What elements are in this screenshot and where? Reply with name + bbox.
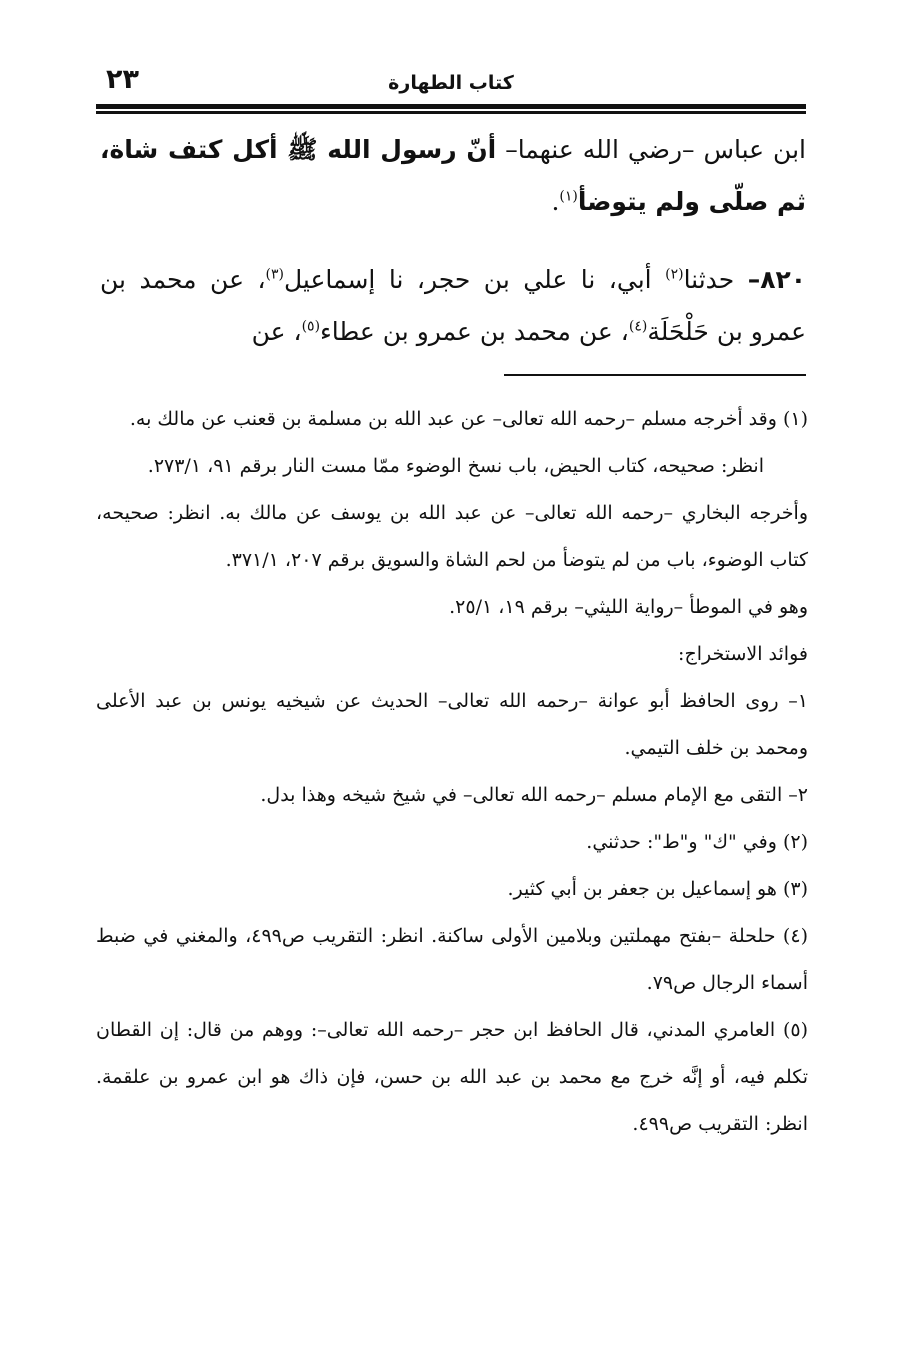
footnote-ref-1[interactable]: (١) (559, 188, 578, 205)
running-title: كتاب الطهارة (388, 72, 514, 94)
footnote-1-line: ١– روى الحافظ أبو عوانة –رحمه الله تعالى– الحديث عن شيخيه يونس بن عبد الأعلى ومحمد بن خلف التيمي. (96, 690, 808, 759)
text-segment: ، عن محمد بن عمرو بن حَلْحَلَة (100, 265, 806, 346)
footnote-text: هو إسماعيل بن جعفر بن أبي كثير. (507, 878, 777, 900)
footnote-5 (96, 1007, 808, 1148)
footnote-2 (96, 819, 808, 866)
footnote-ref-4[interactable]: (٤) (628, 318, 648, 335)
footnote-mark: (٢) (782, 831, 808, 853)
footnote-4 (96, 913, 808, 1007)
footnote-1-line: وأخرجه البخاري –رحمه الله تعالى– عن عبد الله بن يوسف عن مالك به. انظر: صحيحه، كتاب الوضوء، باب من لم يتوضأ من لحم الشاة والسويق برقم ٢٠٧، ٣٧١/١. (96, 502, 808, 571)
text-segment: ، عن (251, 317, 302, 346)
footnote-1-line: ٢– التقى مع الإمام مسلم –رحمه الله تعالى– في شيخ شيخه وهذا بدل. (260, 784, 808, 806)
footnote-mark: (١) (782, 408, 808, 430)
footnote-separator (504, 374, 806, 376)
footnote-ref-3[interactable]: (٣) (265, 266, 284, 283)
footnote-text: العامري المدني، قال الحافظ ابن حجر –رحمه الله تعالى–: ووهم من قال: إن القطان تكلم فيه، أو إنَّه خرج مع محمد بن عبد الله بن حسن، فإن ذاك هو ابن عمرو بن علقمة. انظر: التقريب ص٤٩٩. (96, 1019, 808, 1135)
hadith-number: ٨٢٠– (747, 265, 807, 294)
text-segment: ابن عباس –رضي الله عنهما– (496, 135, 806, 164)
footnote-3 (96, 866, 808, 913)
paragraph-hadith-text (100, 124, 806, 228)
footnote-mark: (٣) (782, 878, 808, 900)
paragraph-isnad (100, 254, 806, 358)
text-segment: حدثنا (683, 265, 748, 294)
footnote-1-line: انظر: صحيحه، كتاب الحيض، باب نسخ الوضوء ممّا مست النار برقم ٩١، ٢٧٣/١. (147, 455, 764, 477)
footnote-mark: (٥) (782, 1019, 809, 1041)
footnote-ref-5[interactable]: (٥) (301, 318, 321, 335)
footnote-1-line: وهو في الموطأ –رواية الليثي– برقم ١٩، ٢٥/١. (449, 596, 808, 618)
main-text (100, 124, 806, 358)
page-header (96, 62, 806, 102)
footnote-ref-2[interactable]: (٢) (665, 266, 684, 283)
footnote-text: وفي "ك" و"ط": حدثني. (586, 831, 777, 853)
footnote-1-line: فوائد الاستخراج: (678, 643, 808, 665)
footnotes (96, 396, 808, 1148)
footnote-text: وقد أخرجه مسلم –رحمه الله تعالى– عن عبد الله بن مسلمة بن قعنب عن مالك به. (129, 408, 777, 430)
page-number: ٢٣ (106, 64, 139, 95)
hadith-matn: أنّ رسول الله ﷺ أكل كتف شاة، ثم صلّى ولم يتوضأ (100, 135, 806, 216)
text-segment: . (551, 187, 560, 216)
paragraph-gap (100, 228, 806, 254)
text-segment: ، عن محمد بن عمرو بن عطاء (320, 317, 629, 346)
footnote-text: حلحلة –بفتح مهملتين وبلامين الأولى ساكنة. انظر: التقريب ص٤٩٩، والمغني في ضبط أسماء الرجال ص٧٩. (96, 925, 808, 994)
header-rule (96, 104, 806, 111)
text-segment: أبي، نا علي بن حجر، نا إسماعيل (284, 265, 666, 294)
footnote-1 (96, 396, 808, 443)
footnote-mark: (٤) (782, 925, 808, 947)
